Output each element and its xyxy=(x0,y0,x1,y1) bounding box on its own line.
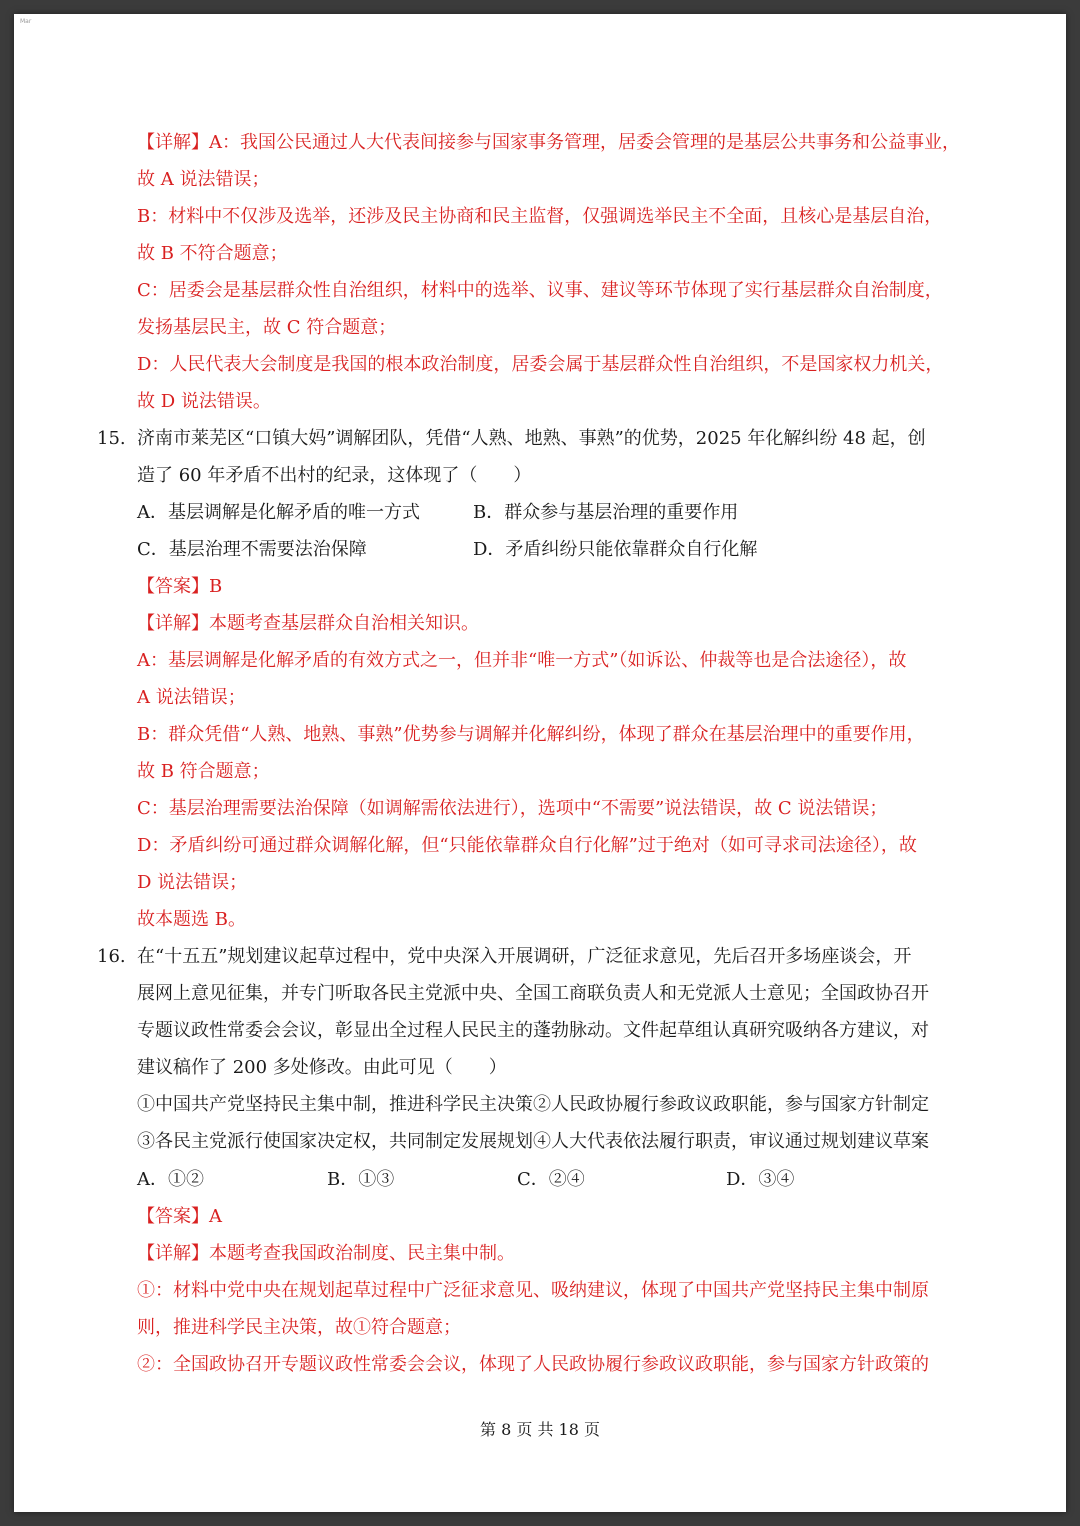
q15-detail-line: 故本题选 B。 xyxy=(137,909,246,930)
q14-detail-line: 【详解】A：我国公民通过人大代表间接参与国家事务管理，居委会管理的是基层公共事务和公益事业， xyxy=(137,132,960,153)
q16-detail-intro: 【详解】本题考查我国政治制度、民主集中制。 xyxy=(137,1243,515,1264)
q15-detail-line: A 说法错误； xyxy=(137,687,246,708)
q16-detail-line: ①：材料中党中央在规划起草过程中广泛征求意见、吸纳建议，体现了中国共产党坚持民主集中制原 xyxy=(137,1280,929,1301)
q15-stem: 济南市莱芜区“口镇大妈”调解团队，凭借“人熟、地熟、事熟”的优势，2025 年化解纠纷 48 起，创 xyxy=(137,428,926,449)
document-page xyxy=(14,14,1066,1512)
q15-answer: 【答案】B xyxy=(137,576,223,597)
q15-number: 15. xyxy=(97,428,126,449)
q14-detail-line: 故 B 不符合题意； xyxy=(137,243,288,264)
q16-option-b: B．①③ xyxy=(327,1169,395,1190)
q16-stem: 展网上意见征集，并专门听取各民主党派中央、全国工商联负责人和无党派人士意见；全国政协召开 xyxy=(137,983,929,1004)
q16-detail-line: 则，推进科学民主决策，故①符合题意； xyxy=(137,1317,461,1338)
q14-detail-line: 故 D 说法错误。 xyxy=(137,391,271,412)
q16-statements: ①中国共产党坚持民主集中制，推进科学民主决策②人民政协履行参政议政职能，参与国家方针制定 xyxy=(137,1094,929,1115)
q15-option-c: C．基层治理不需要法治保障 xyxy=(137,539,367,560)
q16-option-c: C．②④ xyxy=(517,1169,585,1190)
q15-option-b: B．群众参与基层治理的重要作用 xyxy=(473,502,739,523)
q16-answer: 【答案】A xyxy=(137,1206,222,1227)
q16-stem: 建议稿作了 200 多处修改。由此可见（ ） xyxy=(137,1057,507,1078)
q16-option-d: D．③④ xyxy=(726,1169,795,1190)
q15-detail-line: C：基层治理需要法治保障（如调解需依法进行），选项中“不需要”说法错误，故 C 说法错误； xyxy=(137,798,888,819)
page-footer: 第 8 页 共 18 页 xyxy=(480,1420,600,1439)
q15-detail-line: 故 B 符合题意； xyxy=(137,761,270,782)
q15-stem: 造了 60 年矛盾不出村的纪录，这体现了（ ） xyxy=(137,465,532,486)
q16-stem: 专题议政性常委会会议，彰显出全过程人民民主的蓬勃脉动。文件起草组认真研究吸纳各方建议，对 xyxy=(137,1020,929,1041)
q14-detail-line: C：居委会是基层群众性自治组织，材料中的选举、议事、建议等环节体现了实行基层群众自治制度， xyxy=(137,280,943,301)
q15-detail-line: D：矛盾纠纷可通过群众调解化解，但“只能依靠群众自行化解”过于绝对（如可寻求司法途径），故 xyxy=(137,835,917,856)
q15-option-a: A．基层调解是化解矛盾的唯一方式 xyxy=(137,502,420,523)
q16-number: 16. xyxy=(97,946,126,967)
q16-detail-line: ②：全国政协召开专题议政性常委会会议，体现了人民政协履行参政议政职能，参与国家方针政策的 xyxy=(137,1354,929,1375)
q15-detail-line: B：群众凭借“人熟、地熟、事熟”优势参与调解并化解纠纷，体现了群众在基层治理中的重要作用， xyxy=(137,724,925,745)
q15-detail-intro: 【详解】本题考查基层群众自治相关知识。 xyxy=(137,613,479,634)
corner-mark: Mar xyxy=(20,18,32,25)
q14-detail-line: D：人民代表大会制度是我国的根本政治制度，居委会属于基层群众性自治组织，不是国家权力机关， xyxy=(137,354,944,375)
q16-option-a: A．①② xyxy=(137,1169,204,1190)
q14-detail-line: 发扬基层民主，故 C 符合题意； xyxy=(137,317,397,338)
q16-statements: ③各民主党派行使国家决定权，共同制定发展规划④人大代表依法履行职责，审议通过规划建议草案 xyxy=(137,1131,929,1152)
q15-detail-line: A：基层调解是化解矛盾的有效方式之一，但并非“唯一方式”（如诉讼、仲裁等也是合法途径），故 xyxy=(137,650,907,671)
q16-stem: 在“十五五”规划建议起草过程中，党中央深入开展调研，广泛征求意见，先后召开多场座谈会，开 xyxy=(137,946,912,967)
q15-option-d: D．矛盾纠纷只能依靠群众自行化解 xyxy=(473,539,758,560)
q14-detail-line: 故 A 说法错误； xyxy=(137,169,270,190)
q15-detail-line: D 说法错误； xyxy=(137,872,248,893)
q14-detail-line: B：材料中不仅涉及选举，还涉及民主协商和民主监督，仅强调选举民主不全面，且核心是基层自治， xyxy=(137,206,943,227)
